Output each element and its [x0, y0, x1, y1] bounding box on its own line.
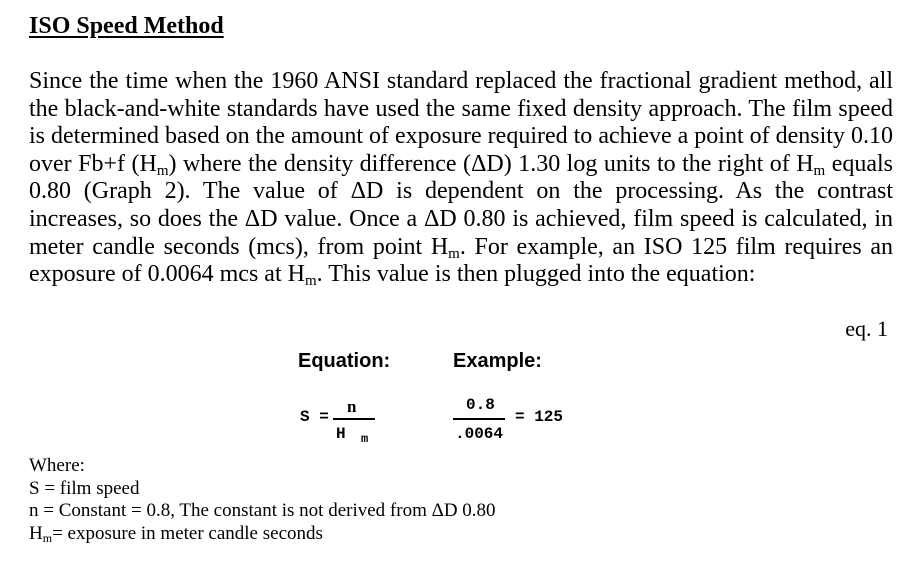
- example-label: Example:: [453, 350, 542, 372]
- subscript-m: m: [448, 245, 460, 262]
- where-line-hm: $H_m=$ exposure in meter candle seconds: [29, 522, 323, 545]
- paragraph-text: Since the time when the 1960 ANSI standard replaced the fractional gradient method, all the black-and-white standards have used the same fixed density approach. The film speed is determined based on the amount of exposure required to achieve a point of density 0.10 over Fb+f (H: [29, 68, 893, 177]
- section-title: ISO Speed Method: [29, 13, 224, 39]
- equation-lhs: S =: [300, 408, 329, 426]
- example-denominator: .0064: [455, 425, 504, 443]
- equation-denominator-subscript: m: [361, 432, 369, 446]
- where-line-n: n = Constant = 0.8, The constant is not derived from ΔD 0.80: [29, 500, 496, 521]
- equation-fraction-bar: [333, 418, 375, 420]
- subscript-m: m: [304, 273, 317, 290]
- equation-number: eq. 1: [845, 316, 888, 341]
- paragraph-text: ) where the density difference (ΔD) 1.30 log units to the right of H: [168, 150, 814, 177]
- equation-denominator: H: [336, 425, 346, 443]
- where-line-s: S = film speed: [29, 477, 140, 499]
- equation-label: Equation:: [298, 350, 391, 372]
- example-fraction-bar: [453, 418, 505, 420]
- paragraph-text: . This value is then plugged into the equation:: [316, 261, 756, 288]
- paragraph-text: . For example, an ISO 125 film requires an exposure of 0.0064 mcs at H: [29, 233, 893, 288]
- example-numerator: 0.8: [466, 396, 495, 414]
- where-title: Where:: [29, 455, 85, 476]
- equation-numerator: n: [347, 397, 357, 416]
- subscript-m: m: [156, 162, 169, 179]
- paragraph-text: equals 0.80 (Graph 2). The value of ΔD is dependent on the processing. As the contrast increases, so does the ΔD value. Once a ΔD 0.80 is achieved, film speed is calculated, in meter candle seconds (mcs), from point H: [29, 150, 894, 260]
- subscript-m: m: [813, 162, 826, 179]
- example-result: = 125: [515, 408, 564, 426]
- body-paragraph: [29, 68, 893, 289]
- where-block: [29, 455, 496, 545]
